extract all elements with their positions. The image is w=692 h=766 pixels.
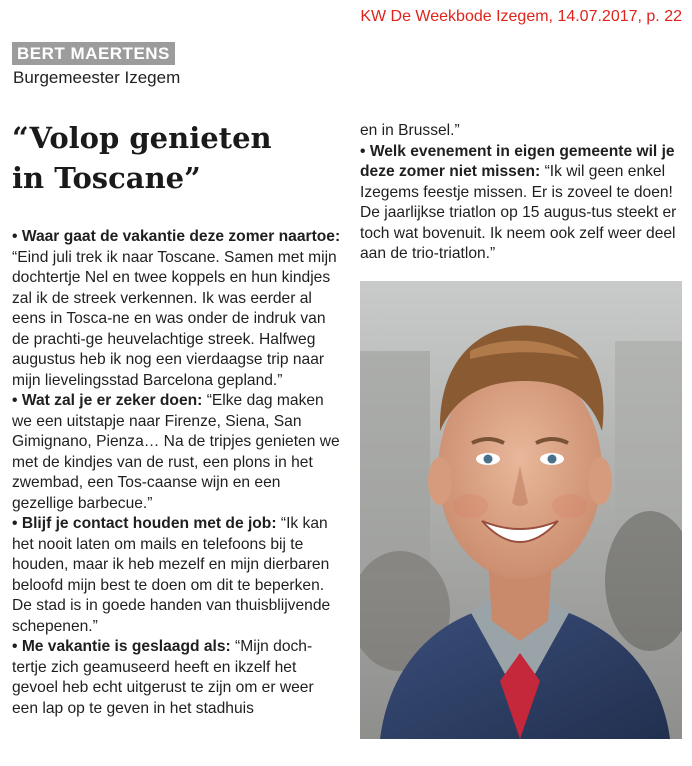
article-column-left xyxy=(12,227,342,719)
qa-item xyxy=(12,227,342,391)
qa-answer: “Ik wil geen enkel Izegems feestje missen. Er is zoveel te doen! De jaarlijkse triatlon op 15 augus-tus steekt er toch wat bovenuit. Ik neem ook zelf weer deel aan de trio-triatlon.” xyxy=(360,163,677,262)
person-name-tag: BERT MAERTENS xyxy=(12,42,175,65)
qa-question: Blijf je contact houden met de job: xyxy=(21,515,277,532)
source-citation: KW De Weekbode Izegem, 14.07.2017, p. 22 xyxy=(360,8,682,25)
qa-question: Waar gaat de vakantie deze zomer naartoe: xyxy=(21,228,341,245)
qa-continuation: en in Brussel.” xyxy=(360,122,460,139)
qa-question: Wat zal je er zeker doen: xyxy=(21,392,203,409)
qa-answer: “Elke dag maken we een uitstapje naar Firenze, Siena, San Gimignano, Pienza… Na de tripjes genieten we met de kindjes van de rust, een plons in het zwembad, een Tos-caanse wijn en een gezellige barbecue.” xyxy=(12,392,340,512)
qa-item xyxy=(12,514,342,637)
bullet-icon: • xyxy=(360,142,366,160)
headline-line-1: “Volop genieten xyxy=(12,121,272,155)
article-column-right xyxy=(360,121,682,265)
bullet-icon: • xyxy=(12,228,18,245)
headline-line-2: in Toscane” xyxy=(12,161,201,195)
article-headline xyxy=(12,118,342,198)
portrait-photo xyxy=(360,281,682,739)
qa-item xyxy=(12,391,342,514)
person-role: Burgemeester Izegem xyxy=(13,68,181,87)
qa-item xyxy=(12,637,342,719)
qa-question: Me vakantie is geslaagd als: xyxy=(21,638,231,655)
qa-answer: “Eind juli trek ik naar Toscane. Samen met mijn dochtertje Nel en twee koppels en hun kindjes zal ik de streek verkennen. Ik was eerder al eens in Tosca-ne en was onder de indruk van de prachti-ge heuvelachtige streek. Halfweg augustus heb ik nog een vierdaagse trip naar mijn lievelingsstad Barcelona gepland.” xyxy=(12,248,337,389)
bullet-icon: • xyxy=(12,638,18,655)
qa-question: Welk evenement in eigen gemeente wil je deze zomer niet missen: xyxy=(360,142,675,180)
qa-answer: “Mijn doch-tertje zich geamuseerd heeft en ikzelf het gevoel heb echt uitgerust te zijn om er weer een lap op te geven in het stadhuis xyxy=(12,638,314,717)
bullet-icon: • xyxy=(12,515,18,532)
qa-answer: “Ik kan het nooit laten om mails en telefoons bij te houden, maar ik heb mezelf en mijn dierbaren beloofd mijn best te doen om dit te beperken. De stad is in goede handen van thuisblijvende schepenen.” xyxy=(12,515,331,635)
qa-item xyxy=(360,142,682,265)
bullet-icon: • xyxy=(12,392,18,409)
